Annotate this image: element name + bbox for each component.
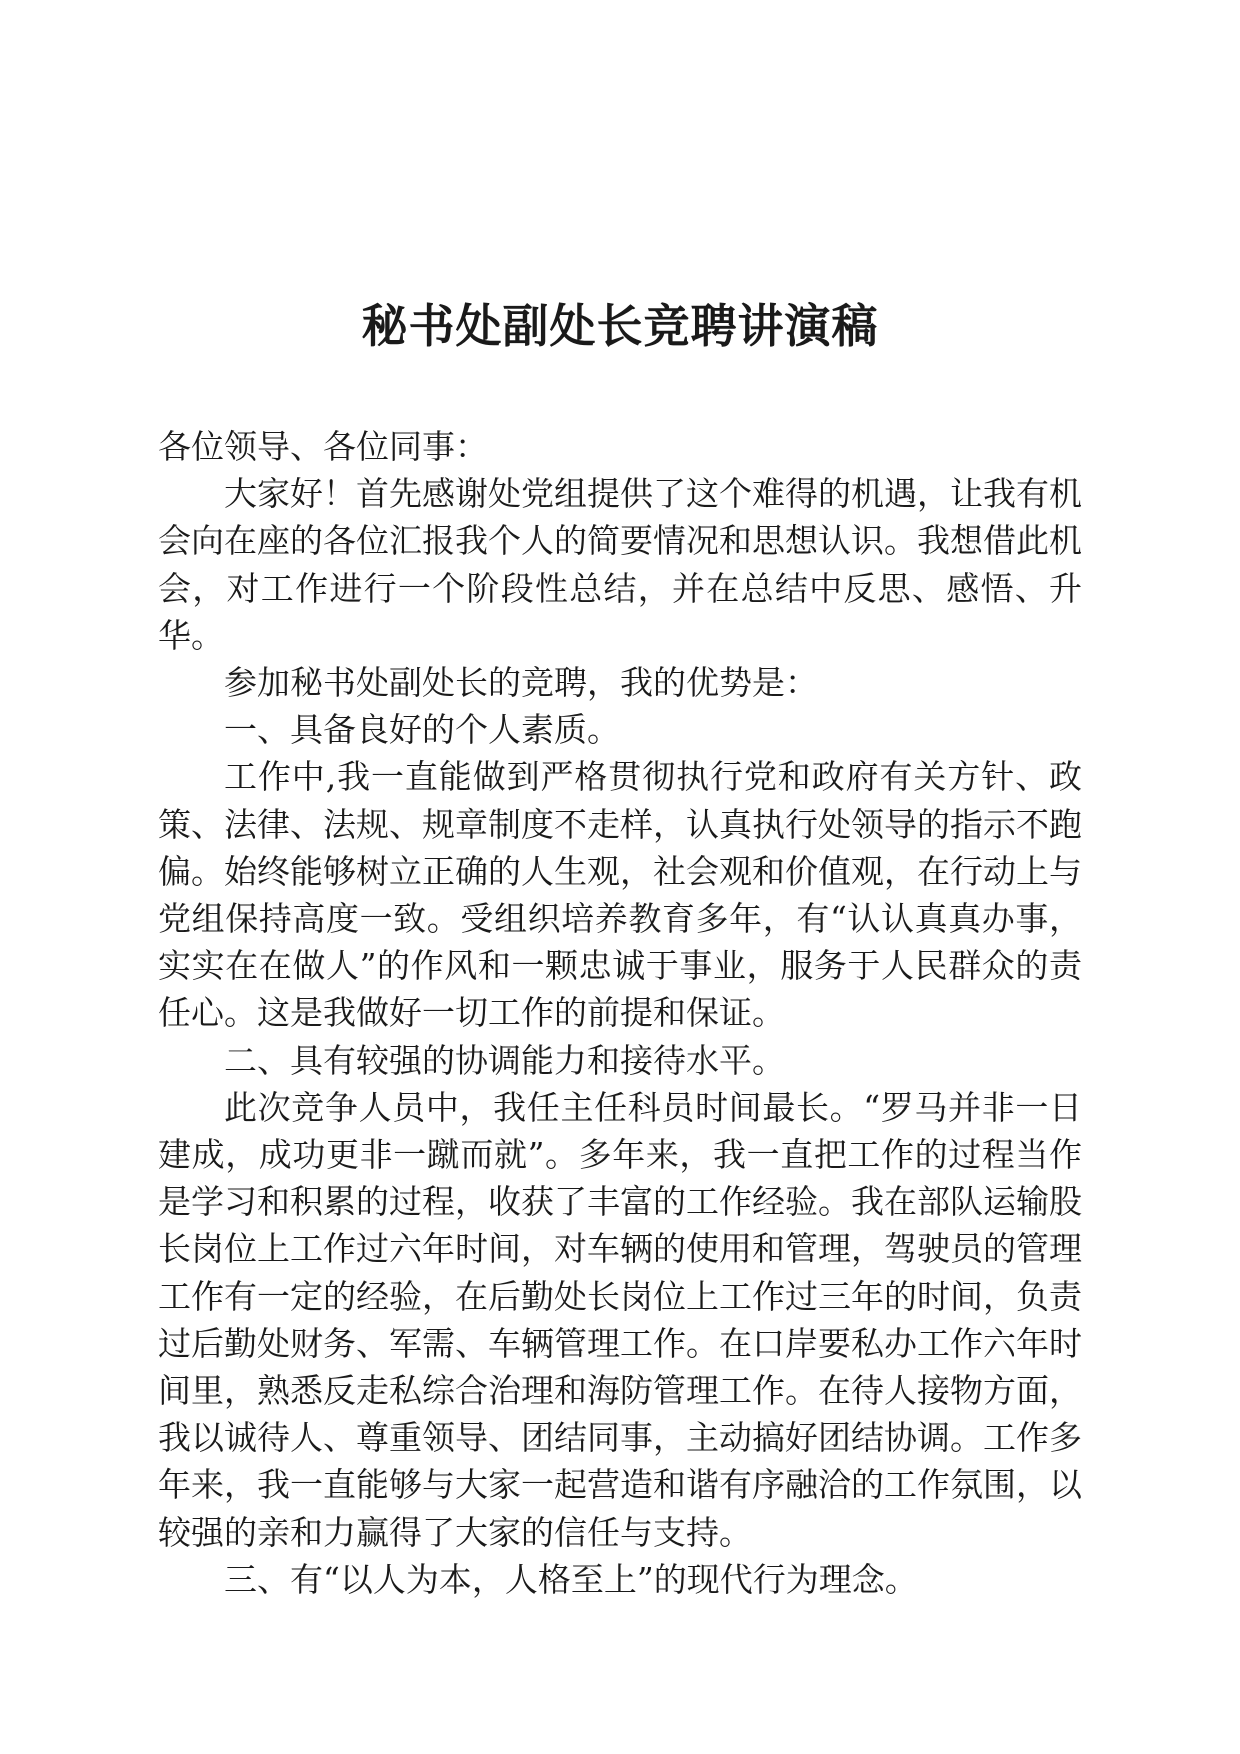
section-heading-1: 一、具备良好的个人素质。 xyxy=(224,710,620,750)
document-title: 秘书处副处长竞聘讲演稿 xyxy=(361,299,879,353)
section-heading-3: 三、有“以人为本，人格至上”的现代行为理念。 xyxy=(224,1559,918,1599)
section-heading-2: 二、具有较强的协调能力和接待水平。 xyxy=(224,1040,785,1080)
paragraph-greeting: 大家好！首先感谢处党组提供了这个难得的机遇，让我有机会向在座的各位汇报我个人的简要情况和思想认识。我想借此机会，对工作进行一个阶段性总结，并在总结中反思、感悟、升华。 xyxy=(158,474,1082,655)
paragraph-coordination: 此次竞争人员中，我任主任科员时间最长。“罗马并非一日建成，成功更非一蹴而就”。多年来，我一直把工作的过程当作是学习和积累的过程，收获了丰富的工作经验。我在部队运输股长岗位上工作过六年时间，对车辆的使用和管理，驾驶员的管理工作有一定的经验，在后勤处长岗位上工作过三年的时间，负责过后勤处财务、军需、车辆管理工作。在口岸要私办工作六年时间里，熟悉反走私综合治理和海防管理工作。在待人接物方面，我以诚待人、尊重领导、团结同事，主动搞好团结协调。工作多年来，我一直能够与大家一起营造和谐有序融洽的工作氛围，以较强的亲和力赢得了大家的信任与支持。 xyxy=(158,1087,1082,1552)
paragraph-advantages-intro: 参加秘书处副处长的竞聘，我的优势是： xyxy=(224,663,818,703)
paragraph-personal-quality: 工作中,我一直能做到严格贯彻执行党和政府有关方针、政策、法律、法规、规章制度不走样，认真执行处领导的指示不跑偏。始终能够树立正确的人生观，社会观和价值观，在行动上与党组保持高度一致。受组织培养教育多年，有“认认真真办事，实实在在做人”的作风和一颗忠诚于事业，服务于人民群众的责任心。这是我做好一切工作的前提和保证。 xyxy=(158,757,1082,1033)
salutation: 各位领导、各位同事： xyxy=(158,427,488,466)
document-body xyxy=(158,423,1082,1603)
